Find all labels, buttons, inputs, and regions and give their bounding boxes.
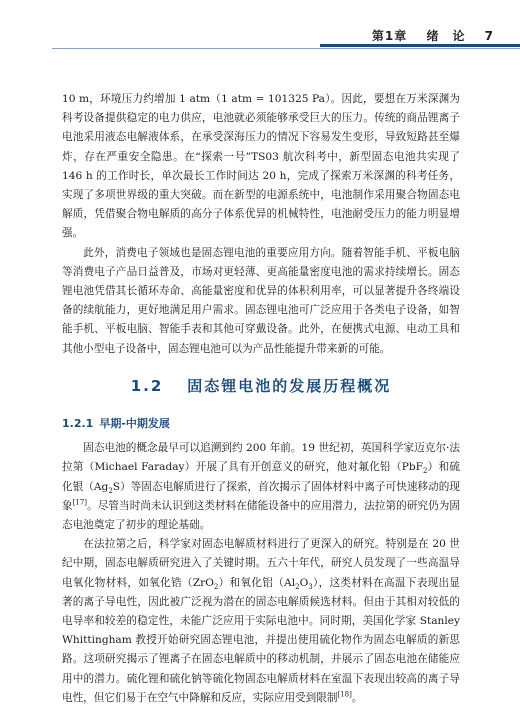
- page-body: [62, 90, 460, 708]
- chapter-label: 第1章: [371, 29, 408, 43]
- running-head: [372, 27, 494, 44]
- subsection-number: 1.2.1: [62, 417, 94, 431]
- chapter-title: 绪 论: [426, 29, 466, 43]
- section-heading: [62, 377, 460, 396]
- p4-text-e: 。: [351, 691, 363, 704]
- paragraph-1: 10 m，环境压力约增加 1 atm（1 atm = 101325 Pa）。因此，要想在万米深渊为科考设备提供稳定的电力供应，电池就必须能够承受巨大的压力。传统的商品锂离子电池采用液态电解液体系，在承受深海压力的情况下容易发生变形，导致短路甚至爆炸，存在严重安全隐患。在“探索一号”TS03 航次科考中，新型固态电池共实现了 146 h 的工作时长，单次最长工作时间达 20 h，完成了探索万米深渊的科考任务，实现了多项世界级的重大突破。而在新型的电源系统中，电池制作采用聚合物固态电解质，凭借聚合物电解质的高分子体系优异的机械特性，电池耐受压力的能力明显增强。: [62, 93, 460, 240]
- p3-text-b: ）和硫化银（Ag: [62, 461, 461, 493]
- paragraph-3: [62, 439, 460, 535]
- p4-text-a: 在法拉第之后，科学家对固态电解质材料进行了更深入的研究。特别是在 20 世纪中期，固态电解质研究进入了关键时期。五六十年代，研究人员发现了一些高温导电氧化物材料，如氧化锆（ZrO: [62, 538, 460, 589]
- p3-text-c: S）等固态电解质进行了探索，首次揭示了固体材料中离子可快速移动的现象: [62, 480, 460, 512]
- subscript: 2: [213, 582, 219, 591]
- header-rule-thick: [320, 44, 520, 47]
- citation-18[interactable]: [18]: [337, 690, 352, 699]
- p4-text-b: ）和氧化铝（Al: [218, 576, 296, 589]
- subscript: 3: [308, 582, 313, 591]
- subsection-title: 早期-中期发展: [99, 417, 170, 431]
- header-rule-thin: [52, 48, 520, 49]
- subsection-heading: [62, 414, 460, 433]
- citation-17[interactable]: [17]: [72, 498, 88, 507]
- paragraph-2: 此外，消费电子领域也是固态锂电池的重要应用方向。随着智能手机、平板电脑等消费电子产品日益普及，市场对更轻薄、更高能量密度电池的需求持续增长。固态锂电池凭借其长循环寿命、高能量密度和优异的体积利用率，可以显著提升各终端设备的续航能力，更好地满足用户需求。固态锂电池可广泛应用于各类电子设备，如智能手机、平板电脑、智能手表和其他可穿戴设备。此外，在便携式电源、电动工具和其他小型电子设备中，固态锂电池可以为产品性能提升带来新的可能。: [62, 246, 460, 355]
- p4-text-c: O: [299, 576, 309, 589]
- p3-text-a: 固态电池的概念最早可以追溯到约 200 年前。19 世纪初，英国科学家迈克尔·法拉第（Michael Faraday）开展了具有开创意义的研究，他对氟化铅（PbF: [62, 442, 460, 474]
- subscript: 2: [423, 467, 428, 476]
- p3-text-d: 。尽管当时尚未认识到这类材料在储能设备中的应用潜力，法拉第的研究仍为固态电池奠定了初步的理论基础。: [62, 499, 460, 532]
- paragraph-4: [62, 535, 460, 708]
- subscript: 2: [295, 582, 300, 591]
- page-header: [0, 0, 520, 42]
- section-title: 固态锂电池的发展历程概况: [187, 376, 392, 395]
- section-number: 1.2: [130, 376, 164, 395]
- p4-text-d: ），这类材料在高温下表现出显著的离子导电性，因此被广泛视为潜在的固态电解质候选材料。但由于其相对较低的电导率和较差的稳定性，未能广泛应用于实际电池中。同时期，美国化学家 Stanley Whittingham 教授开始研究固态锂电池，并提出使用硫化物作为固态电解质的新思路。这项研究揭示了锂离子在固态电解质中的移动机制，并展示了固态电池在储能应用中的潜力。硫化锂和硫化钠等硫化物固态电解质材料在室温下表现出较高的离子导电性，但它们易于在空气中降解和反应，实际应用受到限制: [62, 576, 460, 704]
- page-number: 7: [484, 29, 494, 43]
- subscript: 2: [108, 486, 113, 495]
